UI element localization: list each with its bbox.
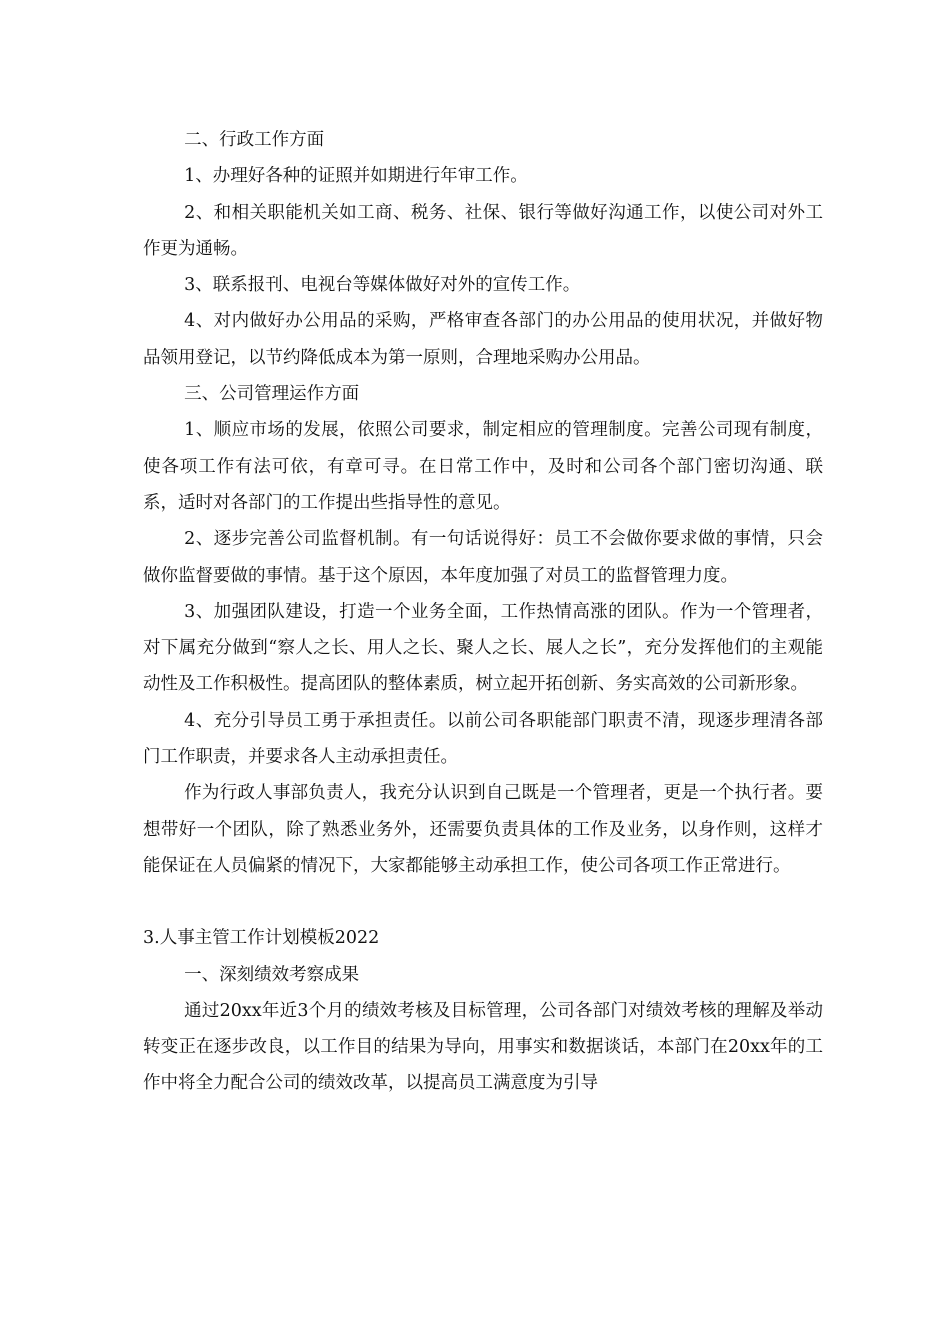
paragraph: 作为行政人事部负责人，我充分认识到自己既是一个管理者，更是一个执行者。要想带好一个团队，除了熟悉业务外，还需要负责具体的工作及业务，以身作则，这样才能保证在人员偏紧的情况下，大家都能够主动承担工作，使公司各项工作正常进行。 — [143, 783, 823, 876]
paragraph: 3、加强团队建设，打造一个业务全面，工作热情高涨的团队。作为一个管理者，对下属充分做到“察人之长、用人之长、聚人之长、展人之长”，充分发挥他们的主观能动性及工作积极性。提高团队的整体素质，树立起开拓创新、务实高效的公司新形象。 — [143, 601, 823, 695]
paragraph: 2、和相关职能机关如工商、税务、社保、银行等做好沟通工作，以使公司对外工作更为通畅。 — [143, 202, 823, 259]
section-spacer — [143, 884, 823, 920]
paragraph: 通过20xx年近3个月的绩效考核及目标管理，公司各部门对绩效考核的理解及举动转变正在逐步改良，以工作目的结果为导向，用事实和数据谈话，本部门在20xx年的工作中将全力配合公司的绩效改革，以提高员工满意度为引导 — [143, 1000, 823, 1094]
heading-company-management: 三、公司管理运作方面 — [184, 384, 360, 405]
document-body — [143, 122, 823, 1102]
paragraph: 4、对内做好办公用品的采购，严格审查各部门的办公用品的使用状况，并做好物品领用登记，以节约降低成本为第一原则，合理地采购办公用品。 — [143, 311, 823, 368]
heading-admin-work: 二、行政工作方面 — [184, 130, 325, 150]
paragraph: 4、充分引导员工勇于承担责任。以前公司各职能部门职责不清，现逐步理清各部门工作职责，并要求各人主动承担责任。 — [143, 710, 823, 768]
paragraph: 1、办理好各种的证照并如期进行年审工作。 — [184, 166, 528, 187]
paragraph: 3、联系报刊、电视台等媒体做好对外的宣传工作。 — [184, 275, 581, 296]
paragraph: 2、逐步完善公司监督机制。有一句话说得好：员工不会做你要求做的事情，只会做你监督要做的事情。基于这个原因，本年度加强了对员工的监督管理力度。 — [143, 529, 823, 586]
heading-performance: 一、深刻绩效考察成果 — [184, 964, 360, 985]
section-title: 3.人事主管工作计划模板2022 — [143, 928, 380, 949]
paragraph: 1、顺应市场的发展，依照公司要求，制定相应的管理制度。完善公司现有制度，使各项工作有法可依，有章可寻。在日常工作中，及时和公司各个部门密切沟通、联系，适时对各部门的工作提出些指导性的意见。 — [143, 420, 823, 513]
